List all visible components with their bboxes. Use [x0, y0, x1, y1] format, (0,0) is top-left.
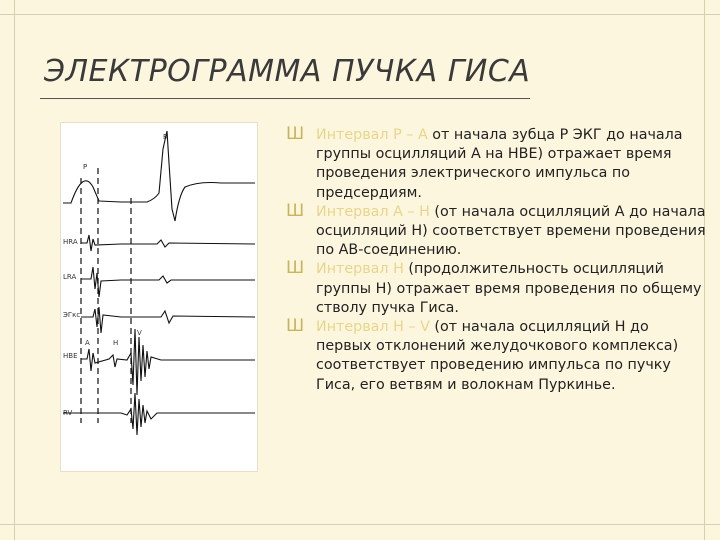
cs-trace: [81, 307, 255, 333]
hbe-trace: [81, 329, 255, 395]
list-item-h-v: [286, 318, 706, 395]
list-item-h: [286, 260, 706, 318]
label-h: H: [113, 339, 119, 347]
title-underline: [40, 98, 530, 99]
frame-line-top: [0, 14, 720, 15]
term-h-v: Интервал H – V: [316, 319, 430, 336]
label-rv: RV: [63, 409, 73, 417]
list-item-a-h: [286, 200, 706, 261]
slide-title: ЭЛЕКТРОГРАММА ПУЧКА ГИСА: [44, 54, 531, 89]
list-item-p-a: [286, 126, 706, 203]
label-r: R: [163, 133, 168, 141]
bullet-marker: Ш: [286, 258, 305, 279]
frame-line-bottom: [0, 524, 720, 525]
label-egks: ЭГкс: [63, 311, 81, 319]
ecg-trace: [63, 131, 255, 221]
label-v: V: [137, 329, 142, 337]
bullet-marker: Ш: [286, 200, 305, 221]
hra-trace: [81, 235, 255, 251]
lra-trace: [81, 267, 255, 297]
label-p: P: [83, 163, 88, 171]
text-a-h: (от начала осцилляций A до начала осцилляций H) соответствует времени проведения по АВ-соединению.: [316, 203, 706, 259]
label-lra: LRA: [63, 273, 77, 281]
term-p-a: Интервал P – A: [316, 127, 428, 143]
interval-list: [286, 126, 706, 395]
term-a-h: Интервал A – H: [316, 203, 430, 220]
frame-line-left: [14, 0, 15, 540]
label-hbe: HBE: [63, 352, 78, 360]
text-h: (продолжительность осцилляций группы H) отражает время проведения по общему стволу пучка Гиса.: [316, 261, 702, 316]
bullet-marker: Ш: [286, 316, 305, 337]
his-bundle-electrogram-figure: [60, 122, 258, 472]
text-p-a: от начала зубца P ЭКГ до начала группы осцилляций А на НВЕ) отражает время проведения электрического импульса по предсердиям.: [316, 127, 683, 201]
bullet-marker: Ш: [286, 124, 305, 144]
label-hra: HRA: [63, 238, 78, 246]
electrogram-svg: [61, 123, 257, 471]
label-a: A: [85, 339, 90, 347]
rv-trace: [63, 393, 255, 435]
term-h: Интервал H: [316, 261, 404, 278]
text-h-v: (от начала осцилляций H до первых отклонений желудочкового комплекса) соответствует проведению импульса по пучку Гиса, его ветвям и волокнам Пуркинье.: [316, 319, 679, 393]
